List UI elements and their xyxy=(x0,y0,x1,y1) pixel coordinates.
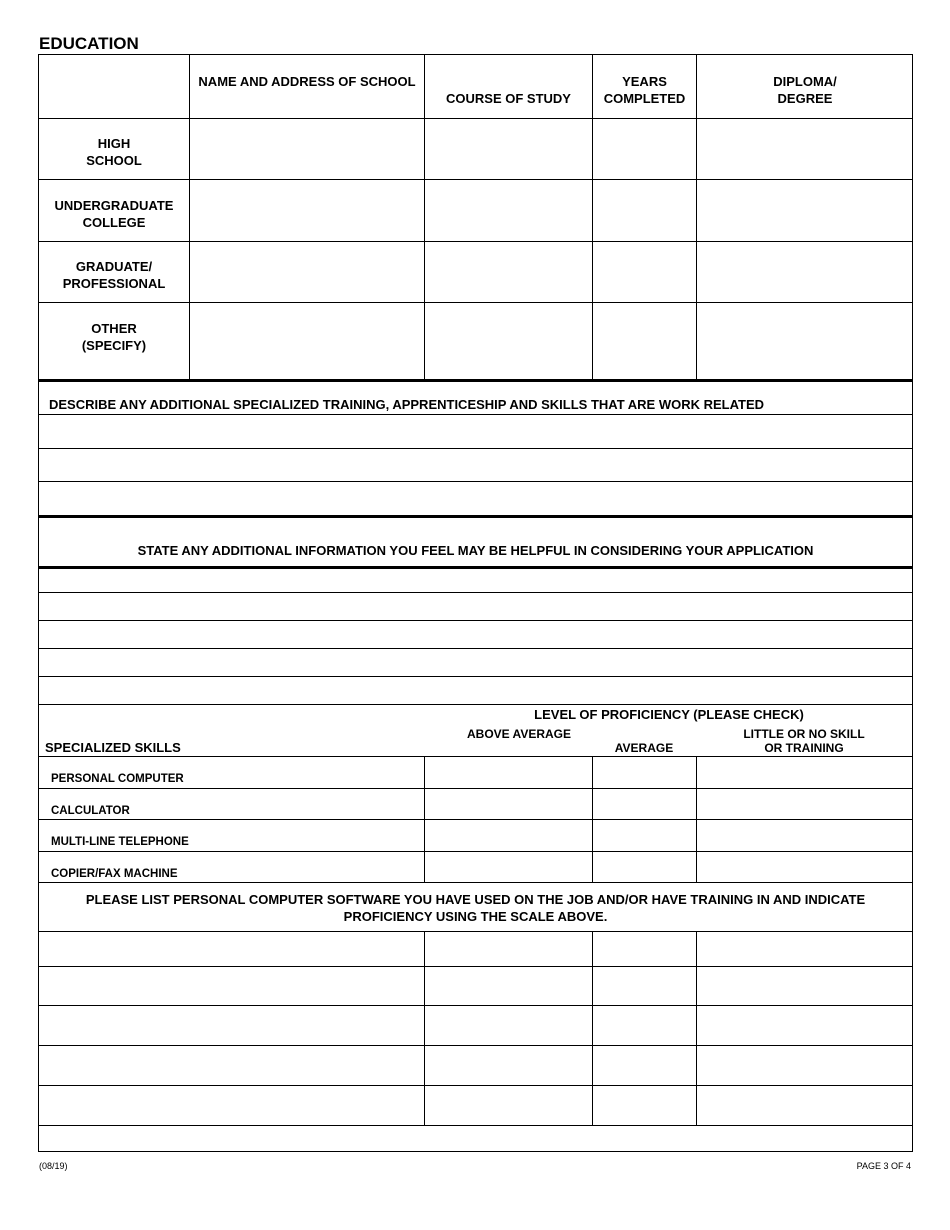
software-above-average-row-2[interactable] xyxy=(425,967,592,1005)
row-label-high-school: HIGH SCHOOL xyxy=(86,136,142,168)
training-line-1[interactable] xyxy=(39,415,912,448)
software-little-skill-row-3[interactable] xyxy=(697,1006,912,1045)
training-line-3[interactable] xyxy=(39,482,912,515)
software-name-row-3[interactable] xyxy=(39,1006,424,1045)
specialized-skills-title: SPECIALIZED SKILLS xyxy=(45,740,181,755)
calculator-little-skill-check[interactable] xyxy=(697,789,912,819)
personal-computer-little-skill-check[interactable] xyxy=(697,757,912,788)
personal-computer-average-check[interactable] xyxy=(593,757,696,788)
high-school-years-field[interactable] xyxy=(593,119,696,179)
copier-average-check[interactable] xyxy=(593,852,696,882)
calculator-average-check[interactable] xyxy=(593,789,696,819)
skill-multi-line-telephone: MULTI-LINE TELEPHONE xyxy=(51,836,189,848)
software-average-row-3[interactable] xyxy=(593,1006,696,1045)
graduate-diploma-field[interactable] xyxy=(697,242,912,302)
training-label: DESCRIBE ANY ADDITIONAL SPECIALIZED TRAINING, APPRENTICESHIP AND SKILLS THAT ARE WORK RELATED xyxy=(49,397,765,412)
other-diploma-field[interactable] xyxy=(697,303,912,379)
telephone-average-check[interactable] xyxy=(593,820,696,851)
additional-info-line-5[interactable] xyxy=(39,677,912,704)
form-revision: (08/19) xyxy=(39,1161,68,1171)
graduate-name-address-field[interactable] xyxy=(190,242,424,302)
software-little-skill-row-1[interactable] xyxy=(697,932,912,966)
telephone-above-average-check[interactable] xyxy=(425,820,592,851)
software-above-average-row-5[interactable] xyxy=(425,1086,592,1125)
skill-copier-fax-machine: COPIER/FAX MACHINE xyxy=(51,868,178,880)
additional-info-line-2[interactable] xyxy=(39,593,912,620)
level-average: AVERAGE xyxy=(614,741,674,755)
header-diploma-degree: DIPLOMA/ DEGREE xyxy=(773,74,837,106)
level-above-average: ABOVE AVERAGE xyxy=(466,727,571,741)
section-title: EDUCATION xyxy=(39,34,139,53)
software-name-row-5[interactable] xyxy=(39,1086,424,1125)
software-above-average-row-1[interactable] xyxy=(425,932,592,966)
software-label: PLEASE LIST PERSONAL COMPUTER SOFTWARE YOU HAVE USED ON THE JOB AND/OR HAVE TRAINING IN AND INDICATE PROFICIENCY USING THE SCALE ABOVE. xyxy=(85,892,866,924)
header-school-name-address: NAME AND ADDRESS OF SCHOOL xyxy=(198,74,416,89)
telephone-little-skill-check[interactable] xyxy=(697,820,912,851)
calculator-above-average-check[interactable] xyxy=(425,789,592,819)
additional-info-label: STATE ANY ADDITIONAL INFORMATION YOU FEEL MAY BE HELPFUL IN CONSIDERING YOUR APPLICATION xyxy=(137,543,814,558)
skill-personal-computer: PERSONAL COMPUTER xyxy=(51,773,184,785)
undergraduate-years-field[interactable] xyxy=(593,180,696,241)
high-school-diploma-field[interactable] xyxy=(697,119,912,179)
row-label-other-specify: OTHER (SPECIFY) xyxy=(81,321,147,353)
training-line-2[interactable] xyxy=(39,449,912,481)
software-average-row-5[interactable] xyxy=(593,1086,696,1125)
graduate-years-field[interactable] xyxy=(593,242,696,302)
software-average-row-2[interactable] xyxy=(593,967,696,1005)
other-years-field[interactable] xyxy=(593,303,696,379)
undergraduate-name-address-field[interactable] xyxy=(190,180,424,241)
software-average-row-4[interactable] xyxy=(593,1046,696,1085)
software-name-row-4[interactable] xyxy=(39,1046,424,1085)
header-course-of-study: COURSE OF STUDY xyxy=(446,91,571,106)
high-school-name-address-field[interactable] xyxy=(190,119,424,179)
header-years-completed: YEARS COMPLETED xyxy=(603,74,686,106)
other-course-field[interactable] xyxy=(425,303,592,379)
proficiency-title: LEVEL OF PROFICIENCY (PLEASE CHECK) xyxy=(534,707,804,722)
undergraduate-diploma-field[interactable] xyxy=(697,180,912,241)
software-above-average-row-3[interactable] xyxy=(425,1006,592,1045)
additional-info-line-1[interactable] xyxy=(39,569,912,592)
level-little-or-no-skill: LITTLE OR NO SKILL OR TRAINING xyxy=(743,727,865,755)
row-label-graduate-professional: GRADUATE/ PROFESSIONAL xyxy=(62,259,166,291)
additional-info-line-3[interactable] xyxy=(39,621,912,648)
software-average-row-1[interactable] xyxy=(593,932,696,966)
software-little-skill-row-5[interactable] xyxy=(697,1086,912,1125)
software-little-skill-row-4[interactable] xyxy=(697,1046,912,1085)
additional-info-line-4[interactable] xyxy=(39,649,912,676)
undergraduate-course-field[interactable] xyxy=(425,180,592,241)
high-school-course-field[interactable] xyxy=(425,119,592,179)
software-above-average-row-4[interactable] xyxy=(425,1046,592,1085)
graduate-course-field[interactable] xyxy=(425,242,592,302)
row-label-undergraduate-college: UNDERGRADUATE COLLEGE xyxy=(54,198,174,230)
personal-computer-above-average-check[interactable] xyxy=(425,757,592,788)
copier-above-average-check[interactable] xyxy=(425,852,592,882)
application-form-page xyxy=(38,54,913,1152)
skill-calculator: CALCULATOR xyxy=(51,805,130,817)
other-name-address-field[interactable] xyxy=(190,303,424,379)
software-name-row-2[interactable] xyxy=(39,967,424,1005)
software-name-row-1[interactable] xyxy=(39,932,424,966)
software-little-skill-row-2[interactable] xyxy=(697,967,912,1005)
copier-little-skill-check[interactable] xyxy=(697,852,912,882)
page-number: PAGE 3 OF 4 xyxy=(856,1161,911,1171)
